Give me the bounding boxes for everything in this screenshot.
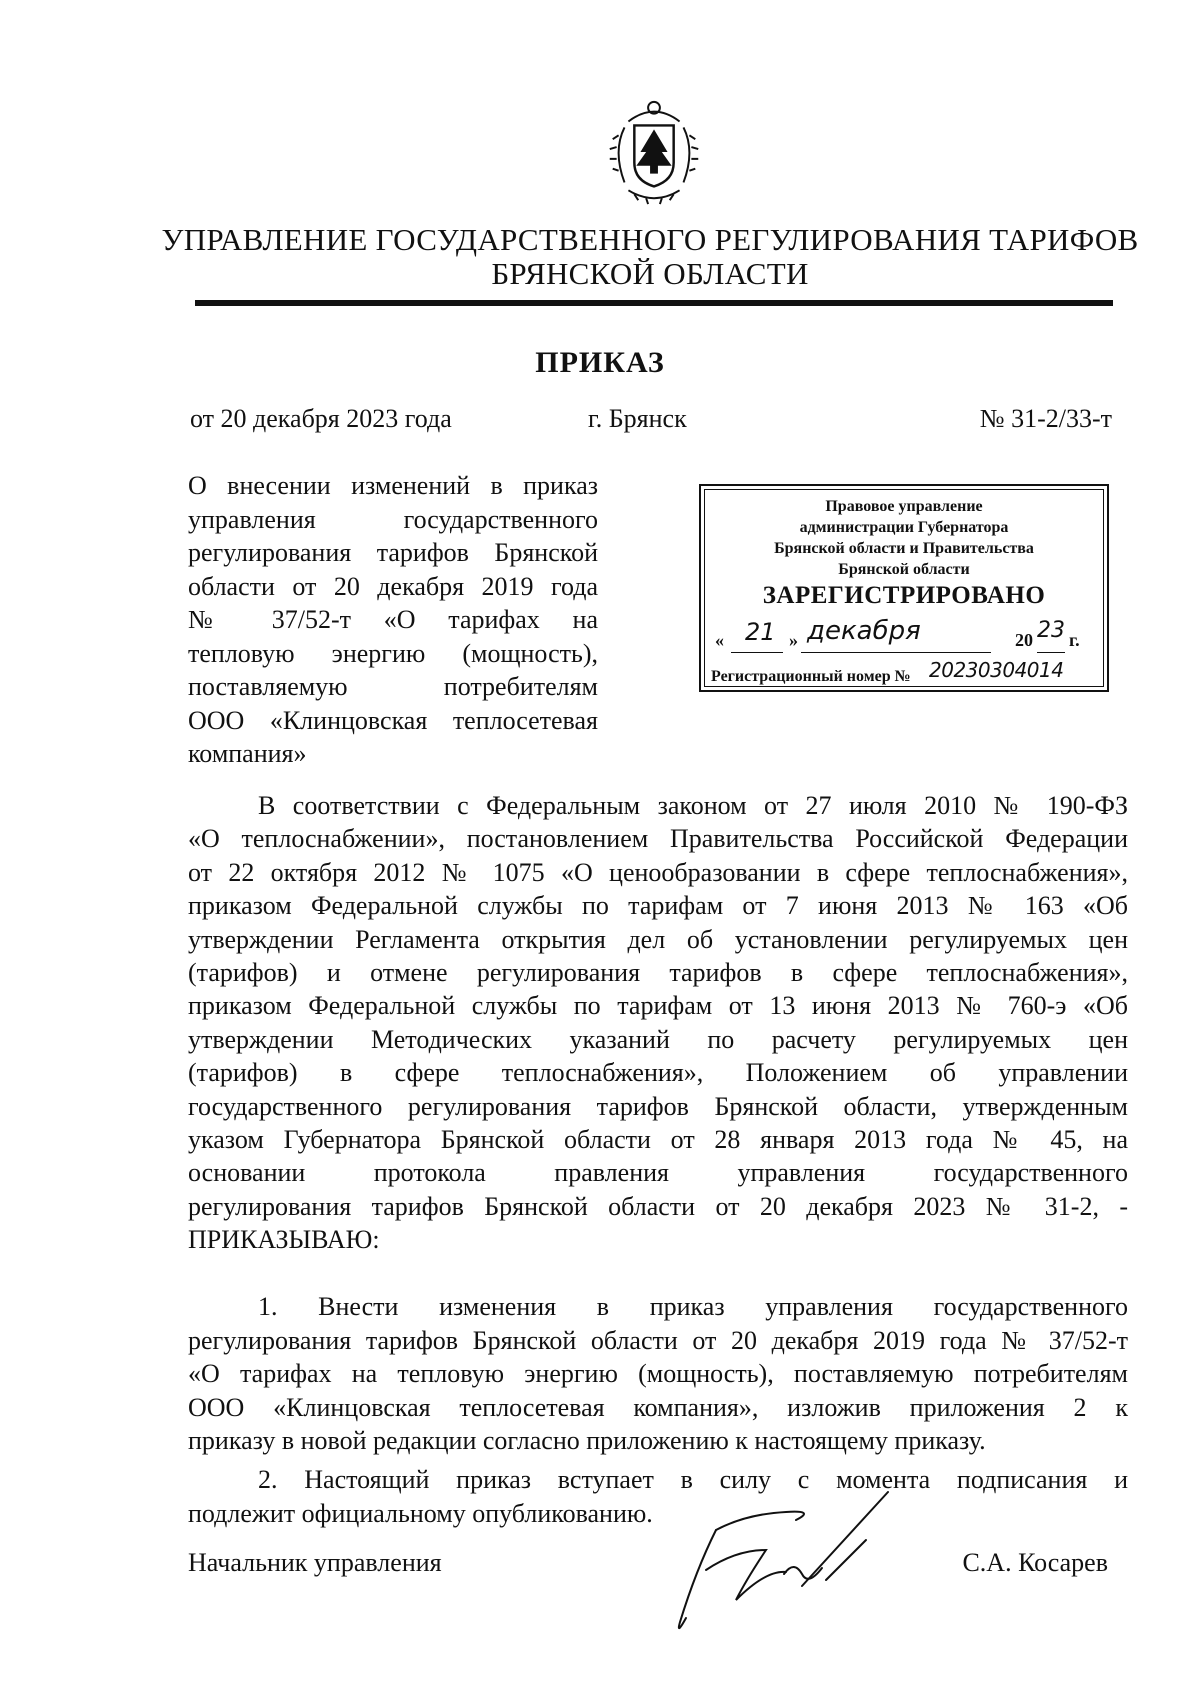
stamp-registration-line: [711, 660, 1099, 690]
body-line: утверждении Регламента открытия дел об установлении регулируемых цен: [188, 924, 1128, 954]
body-line: государственного регулирования тарифов Брянской области, утвержденным: [188, 1091, 1128, 1121]
item-1-line: «О тарифах на тепловую энергию (мощность), поставляемую потребителям: [188, 1359, 1128, 1389]
subject-line: поставляемую потребителям: [188, 672, 598, 701]
registration-stamp: [699, 484, 1109, 692]
stamp-status: ЗАРЕГИСТРИРОВАНО: [762, 582, 1046, 609]
stamp-year-underline: [1037, 652, 1065, 653]
order-keyword: ПРИКАЗЫВАЮ:: [188, 1225, 380, 1255]
handwritten-signature: [676, 1490, 906, 1640]
subject-line: О внесении изменений в приказ: [188, 471, 598, 500]
stamp-reg-number: 20230304014: [929, 658, 1064, 682]
subject-line: № 37/52-т «О тарифах на: [188, 605, 598, 634]
subject-line: ООО «Клинцовская теплосетевая: [188, 705, 598, 735]
item-2-line: подлежит официальному опубликованию.: [188, 1498, 653, 1528]
stamp-reg-label: Регистрационный номер №: [711, 668, 911, 685]
subject-line: тепловую энергию (мощность),: [188, 638, 598, 668]
stamp-date-line: [715, 616, 1095, 656]
header-divider: [195, 300, 1113, 306]
body-line: В соответствии с Федеральным законом от 27 июля 2010 № 190-ФЗ: [258, 791, 1128, 820]
stamp-day-underline: [731, 652, 783, 653]
stamp-year-end: г.: [1069, 630, 1080, 650]
stamp-month: декабря: [807, 616, 921, 646]
body-line: регулирования тарифов Брянской области от 20 декабря 2023 № 31-2, -: [188, 1191, 1128, 1221]
subject-line: управления государственного: [188, 504, 598, 534]
stamp-open-quote: «: [715, 630, 724, 650]
body-line: от 22 октября 2012 № 1075 «О ценообразовании в сфере теплоснабжения»,: [188, 857, 1128, 887]
stamp-day: 21: [745, 618, 776, 646]
body-line: приказом Федеральной службы по тарифам от 13 июня 2013 № 760-э «Об: [188, 991, 1128, 1021]
document-subject: [188, 469, 598, 771]
item-2-line: 2. Настоящий приказ вступает в силу с момента подписания и: [258, 1465, 1128, 1495]
coat-of-arms-emblem: [595, 92, 713, 210]
stamp-year-suffix: 23: [1037, 618, 1065, 643]
document-date: от 20 декабря 2023 года: [190, 404, 452, 433]
subject-line: области от 20 декабря 2019 года: [188, 571, 598, 601]
body-line: основании протокола правления управления государственного: [188, 1158, 1128, 1188]
document-number: № 31-2/33-т: [979, 404, 1112, 433]
item-1-line: регулирования тарифов Брянской области от 20 декабря 2019 года № 37/52-т: [188, 1325, 1128, 1355]
stamp-line: администрации Губернатора: [799, 519, 1009, 536]
signer-position: Начальник управления: [188, 1548, 442, 1577]
stamp-line: Правовое управление: [825, 498, 983, 515]
subject-line: компания»: [188, 739, 307, 768]
agency-name-line2: БРЯНСКОЙ ОБЛАСТИ: [491, 256, 809, 291]
document-title: ПРИКАЗ: [535, 346, 665, 379]
body-line: утверждении Методических указаний по расчету регулируемых цен: [188, 1024, 1128, 1054]
body-line: приказом Федеральной службы по тарифам от 7 июня 2013 № 163 «Об: [188, 891, 1128, 921]
stamp-month-underline: [801, 652, 991, 653]
item-1-line: 1. Внести изменения в приказ управления государственного: [258, 1292, 1128, 1322]
body-line: «О теплоснабжении», постановлением Правительства Российской Федерации: [188, 824, 1128, 854]
body-line: указом Губернатора Брянской области от 28 января 2013 года № 45, на: [188, 1124, 1128, 1154]
subject-line: регулирования тарифов Брянской: [188, 538, 598, 567]
stamp-close-quote: »: [789, 630, 798, 650]
body-line: (тарифов) и отмене регулирования тарифов в сфере теплоснабжения»,: [188, 957, 1128, 987]
document-city: г. Брянск: [588, 404, 687, 433]
document-body: [188, 789, 1128, 1530]
stamp-line: Брянской области: [838, 561, 970, 578]
stamp-line: Брянской области и Правительства: [774, 540, 1034, 557]
item-1-line: приказу в новой редакции согласно приложению к настоящему приказу.: [188, 1426, 986, 1456]
stamp-year-prefix: 20: [1015, 630, 1033, 650]
body-line: (тарифов) в сфере теплоснабжения», Положением об управлении: [188, 1058, 1128, 1088]
item-1-line: ООО «Клинцовская теплосетевая компания», изложив приложения 2 к: [188, 1392, 1128, 1422]
agency-name-line1: УПРАВЛЕНИЕ ГОСУДАРСТВЕННОГО РЕГУЛИРОВАНИЯ ТАРИФОВ: [161, 222, 1139, 257]
signer-name: С.А. Косарев: [962, 1548, 1108, 1577]
